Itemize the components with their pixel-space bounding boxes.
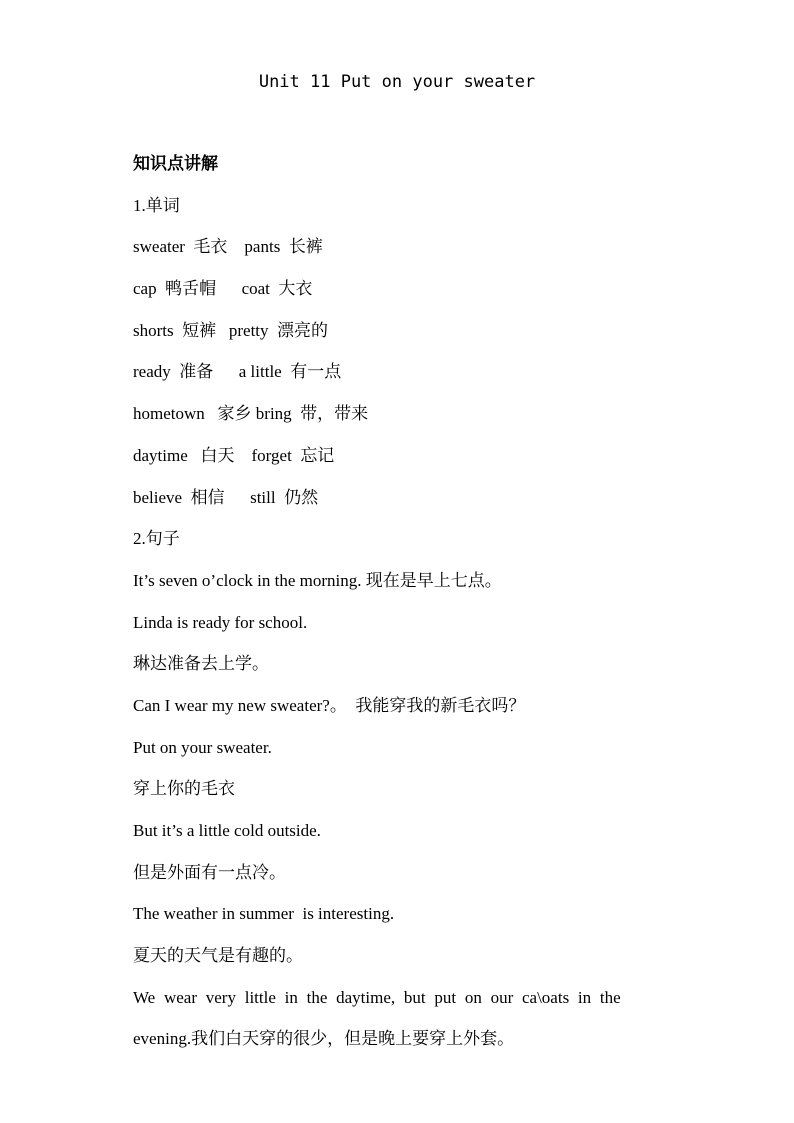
word-en: ready bbox=[133, 362, 171, 382]
word-row bbox=[133, 442, 673, 484]
word-row bbox=[133, 484, 673, 526]
sentence-line: Linda is ready for school. bbox=[133, 612, 308, 632]
word-en: pretty bbox=[228, 320, 269, 340]
word-row bbox=[133, 358, 673, 400]
word-en: cap bbox=[133, 279, 157, 299]
word-row bbox=[133, 400, 673, 442]
word-zh: 漂亮的 bbox=[277, 320, 329, 340]
word-zh: 短裤 bbox=[182, 320, 217, 340]
word-en: daytime bbox=[133, 445, 188, 465]
word-zh: 带，带来 bbox=[300, 404, 369, 424]
word-zh: 长裤 bbox=[288, 237, 323, 257]
sentence-line: Can I wear my new sweater?。 我能穿我的新毛衣吗？ bbox=[133, 695, 526, 715]
word-zh: 白天 bbox=[200, 445, 235, 465]
word-zh: 忘记 bbox=[300, 445, 335, 465]
section-heading: 知识点讲解 bbox=[133, 154, 218, 173]
sentences-heading: 2.句子 bbox=[133, 529, 180, 549]
sentence-line: 夏天的天气是有趣的。 bbox=[133, 946, 303, 966]
word-zh: 有一点 bbox=[290, 362, 342, 382]
sentence-line: 穿上你的毛衣 bbox=[133, 779, 235, 799]
word-en: believe bbox=[133, 487, 183, 507]
word-zh: 鸭舌帽 bbox=[165, 279, 217, 299]
document-content bbox=[133, 150, 673, 1067]
sentence-line: evening.我们白天穿的很少，但是晚上要穿上外套。 bbox=[133, 1029, 515, 1049]
word-en: a little bbox=[238, 362, 282, 382]
sentence-line: But it’s a little cold outside. bbox=[133, 821, 321, 840]
sentence-line: The weather in summer is interesting. bbox=[133, 904, 395, 924]
word-en: coat bbox=[241, 279, 270, 299]
word-list bbox=[133, 233, 673, 525]
word-en: shorts bbox=[133, 320, 174, 340]
word-en: still bbox=[250, 487, 276, 507]
word-en: bring bbox=[255, 404, 292, 424]
sentence-line: It’s seven o’clock in the morning. 现在是早上七点。 bbox=[133, 570, 502, 590]
sentence-line-justified: We wear very little in the daytime, but put on our ca\oats in the bbox=[133, 987, 621, 1007]
word-zh: 相信 bbox=[190, 487, 225, 507]
word-en: hometown bbox=[133, 404, 205, 424]
word-row bbox=[133, 275, 673, 317]
document-title: Unit 11 Put on your sweater bbox=[258, 72, 536, 92]
word-en: sweater bbox=[133, 237, 185, 257]
sentence-line: 但是外面有一点冷。 bbox=[133, 862, 286, 882]
words-heading: 1.单词 bbox=[133, 195, 180, 215]
sentence-line: Put on your sweater. bbox=[133, 737, 272, 757]
word-zh: 毛衣 bbox=[193, 237, 228, 257]
word-row bbox=[133, 233, 673, 275]
word-row bbox=[133, 317, 673, 359]
word-zh: 准备 bbox=[179, 362, 214, 382]
word-zh: 仍然 bbox=[284, 487, 319, 507]
word-zh: 大衣 bbox=[278, 279, 313, 299]
sentence-line: 琳达准备去上学。 bbox=[133, 654, 269, 674]
word-zh: 家乡 bbox=[217, 404, 252, 424]
word-en: pants bbox=[244, 237, 281, 257]
sentence-list bbox=[133, 567, 673, 984]
word-en: forget bbox=[251, 445, 292, 465]
